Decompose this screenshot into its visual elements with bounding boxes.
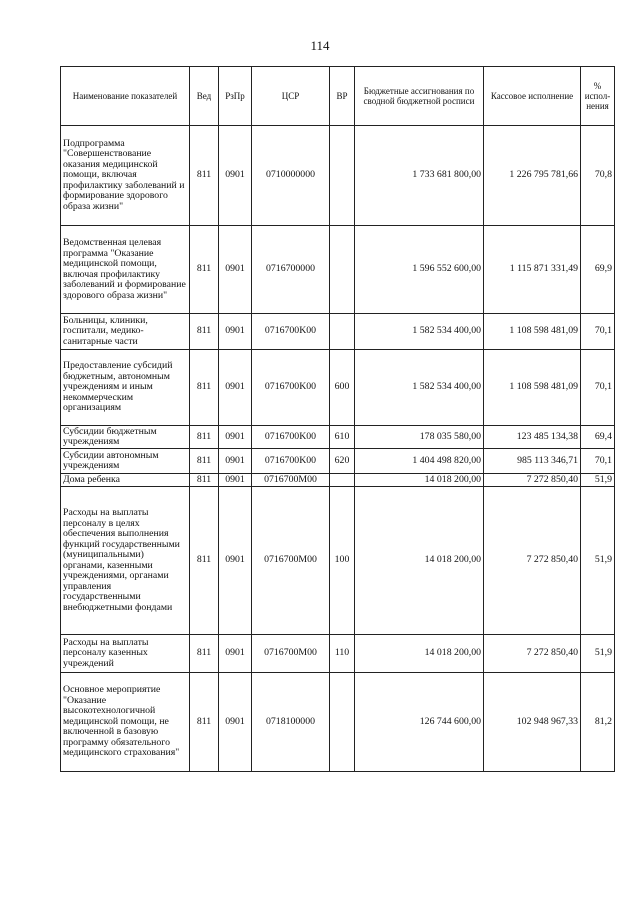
row-pct: 51,9 xyxy=(581,487,615,635)
row-vr: 110 xyxy=(330,635,355,673)
row-cash: 102 948 967,33 xyxy=(484,673,581,772)
row-budget: 178 035 580,00 xyxy=(355,426,484,449)
row-csr: 0716700000 xyxy=(252,226,330,314)
row-pct: 70,1 xyxy=(581,449,615,474)
table-row xyxy=(61,426,615,449)
row-csr: 0716700K00 xyxy=(252,449,330,474)
row-budget: 1 596 552 600,00 xyxy=(355,226,484,314)
header-budget: Бюджетные ассигнования по сводной бюджетной росписи xyxy=(355,67,484,126)
row-pct: 70,1 xyxy=(581,350,615,426)
row-ved: 811 xyxy=(190,126,219,226)
row-pct: 81,2 xyxy=(581,673,615,772)
row-name: Дома ребенка xyxy=(61,474,190,487)
row-name: Субсидии автономным учреждениям xyxy=(61,449,190,474)
row-ved: 811 xyxy=(190,226,219,314)
row-rzpr: 0901 xyxy=(219,487,252,635)
header-name: Наименование показателей xyxy=(61,67,190,126)
row-csr: 0718100000 xyxy=(252,673,330,772)
row-name: Предоставление субсидий бюджетным, автономным учреждениям и иным некоммерческим организациям xyxy=(61,350,190,426)
row-name: Больницы, клиники, госпитали, медико-санитарные части xyxy=(61,314,190,350)
row-rzpr: 0901 xyxy=(219,226,252,314)
row-budget: 1 582 534 400,00 xyxy=(355,350,484,426)
row-rzpr: 0901 xyxy=(219,350,252,426)
row-name: Подпрограмма "Совершенствование оказания медицинской помощи, включая профилактику заболеваний и формирование здорового образа жизни" xyxy=(61,126,190,226)
row-pct: 51,9 xyxy=(581,474,615,487)
row-csr: 0716700K00 xyxy=(252,314,330,350)
row-name: Основное мероприятие "Оказание высокотехнологичной медицинской помощи, не включенной в базовую программу обязательного медицинского страхования" xyxy=(61,673,190,772)
row-rzpr: 0901 xyxy=(219,126,252,226)
row-name: Ведомственная целевая программа "Оказание медицинской помощи, включая профилактику заболеваний и формирование здорового образа жизни" xyxy=(61,226,190,314)
header-cash: Кассовое исполнение xyxy=(484,67,581,126)
table-row xyxy=(61,449,615,474)
row-cash: 7 272 850,40 xyxy=(484,474,581,487)
row-ved: 811 xyxy=(190,635,219,673)
row-ved: 811 xyxy=(190,673,219,772)
row-ved: 811 xyxy=(190,350,219,426)
row-vr: 600 xyxy=(330,350,355,426)
row-ved: 811 xyxy=(190,426,219,449)
budget-execution-table xyxy=(60,66,615,772)
row-budget: 1 404 498 820,00 xyxy=(355,449,484,474)
table-row xyxy=(61,314,615,350)
row-budget: 126 744 600,00 xyxy=(355,673,484,772)
row-rzpr: 0901 xyxy=(219,449,252,474)
row-name: Субсидии бюджетным учреждениям xyxy=(61,426,190,449)
table-row xyxy=(61,635,615,673)
row-csr: 0716700M00 xyxy=(252,487,330,635)
row-pct: 69,4 xyxy=(581,426,615,449)
row-name: Расходы на выплаты персоналу в целях обеспечения выполнения функций государственными (муниципальными) органами, казенными учреждениями, органами управления государственными внебюджетными фондами xyxy=(61,487,190,635)
row-vr: 610 xyxy=(330,426,355,449)
row-budget: 1 582 534 400,00 xyxy=(355,314,484,350)
row-rzpr: 0901 xyxy=(219,673,252,772)
table-header-row xyxy=(61,67,615,126)
row-budget: 1 733 681 800,00 xyxy=(355,126,484,226)
row-rzpr: 0901 xyxy=(219,474,252,487)
table-row xyxy=(61,673,615,772)
row-pct: 70,1 xyxy=(581,314,615,350)
header-vr: ВР xyxy=(330,67,355,126)
row-budget: 14 018 200,00 xyxy=(355,487,484,635)
row-pct: 51,9 xyxy=(581,635,615,673)
row-ved: 811 xyxy=(190,449,219,474)
row-ved: 811 xyxy=(190,474,219,487)
table-row xyxy=(61,350,615,426)
row-name: Расходы на выплаты персоналу казенных учреждений xyxy=(61,635,190,673)
row-pct: 69,9 xyxy=(581,226,615,314)
row-cash: 1 108 598 481,09 xyxy=(484,314,581,350)
row-pct: 70,8 xyxy=(581,126,615,226)
row-csr: 0710000000 xyxy=(252,126,330,226)
row-cash: 123 485 134,38 xyxy=(484,426,581,449)
row-rzpr: 0901 xyxy=(219,314,252,350)
row-csr: 0716700K00 xyxy=(252,426,330,449)
table-row xyxy=(61,474,615,487)
row-cash: 1 108 598 481,09 xyxy=(484,350,581,426)
row-vr xyxy=(330,474,355,487)
row-cash: 1 115 871 331,49 xyxy=(484,226,581,314)
row-vr xyxy=(330,314,355,350)
row-vr xyxy=(330,226,355,314)
row-cash: 7 272 850,40 xyxy=(484,487,581,635)
row-budget: 14 018 200,00 xyxy=(355,635,484,673)
table-row xyxy=(61,487,615,635)
row-budget: 14 018 200,00 xyxy=(355,474,484,487)
table-row xyxy=(61,226,615,314)
row-csr: 0716700M00 xyxy=(252,635,330,673)
row-cash: 1 226 795 781,66 xyxy=(484,126,581,226)
header-ved: Вед xyxy=(190,67,219,126)
row-vr: 620 xyxy=(330,449,355,474)
row-csr: 0716700M00 xyxy=(252,474,330,487)
table-row xyxy=(61,126,615,226)
row-vr xyxy=(330,673,355,772)
header-pct: % испол-нения xyxy=(581,67,615,126)
header-csr: ЦСР xyxy=(252,67,330,126)
row-vr xyxy=(330,126,355,226)
header-rzpr: РзПр xyxy=(219,67,252,126)
row-ved: 811 xyxy=(190,487,219,635)
row-ved: 811 xyxy=(190,314,219,350)
row-csr: 0716700K00 xyxy=(252,350,330,426)
page-number: 114 xyxy=(310,38,330,53)
row-rzpr: 0901 xyxy=(219,426,252,449)
row-rzpr: 0901 xyxy=(219,635,252,673)
row-cash: 7 272 850,40 xyxy=(484,635,581,673)
row-cash: 985 113 346,71 xyxy=(484,449,581,474)
row-vr: 100 xyxy=(330,487,355,635)
